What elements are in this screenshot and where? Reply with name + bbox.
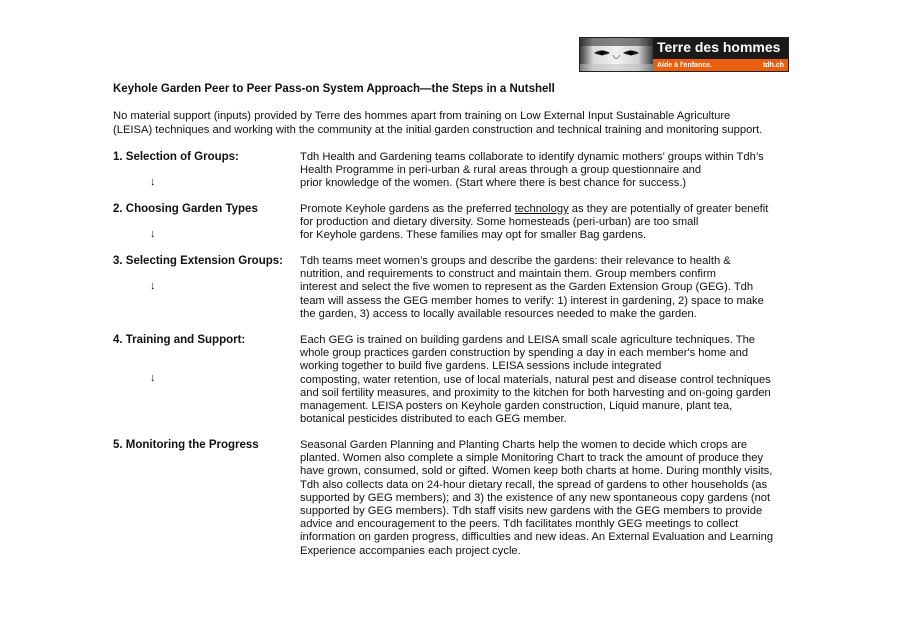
step-label: 3. Selecting Extension Groups: [113, 255, 283, 267]
step-label: 4. Training and Support: [113, 334, 246, 346]
step-line: Each GEG is trained on building gardens and LEISA small scale agriculture techniques. The [300, 334, 756, 346]
intro-paragraph [113, 110, 793, 137]
step-line: working together to build five gardens. LEISA sessions include integrated [300, 360, 662, 373]
child-eyes-photo [580, 38, 653, 71]
step-label: 1. Selection of Groups: [113, 151, 239, 163]
text-segment: Promote Keyhole gardens as the preferred [300, 203, 515, 215]
step-line: whole group practices garden construction by spending a day in each member's home and [300, 347, 749, 360]
logo-tagline: Aide à l'enfance. [657, 61, 712, 69]
logo-name: Terre des hommes [653, 38, 788, 59]
document-title: Keyhole Garden Peer to Peer Pass-on System Approach—the Steps in a Nutshell [113, 83, 555, 95]
step-body [300, 334, 800, 426]
intro-line: No material support (inputs) provided by Terre des hommes apart from training on Low External Input Sustainable Agriculture [113, 110, 731, 122]
step-line: planted. Women also complete a simple Monitoring Chart to track the amount of produce they [300, 452, 764, 465]
step-line: Health Programme in peri-urban & rural areas through a group questionnaire and [300, 164, 702, 177]
step-body [300, 151, 800, 191]
step-line: advice and encouragement to the peers. Tdh facilitates monthly GEG meetings to collect [300, 518, 739, 531]
step-line: nutrition, and requirements to construct and maintain them. Group members confirm [300, 268, 716, 281]
down-arrow-icon: ↓ [150, 228, 156, 240]
intro-line: (LEISA) techniques and working with the community at the initial garden construction and technical training and monitoring support. [113, 123, 763, 136]
step-line: Tdh teams meet women’s groups and describe the gardens: their relevance to health & [300, 255, 731, 267]
logo-bar [653, 59, 788, 71]
step-body [300, 439, 800, 558]
step-line: and soil fertility measures, and proximity to the kitchen for both harvesting and on-going garden [300, 386, 771, 399]
step-line: supported by GEG members). Tdh staff visits new gardens with the GEG members to provide [300, 505, 763, 518]
step-line [300, 203, 800, 216]
tdh-logo [579, 37, 789, 72]
step-line: botanical pesticides distributed to each GEG member. [300, 413, 567, 426]
step-line: Experience accompanies each project cycle. [300, 544, 521, 557]
step-line: management. LEISA posters on Keyhole garden construction, Liquid manure, plant tea, [300, 400, 733, 413]
step-line: supported by GEG members); and 3) the existence of any new spontaneous copy gardens (not [300, 491, 771, 504]
step-line: Seasonal Garden Planning and Planting Charts help the women to decide which crops are [300, 439, 748, 451]
technology-link-text: technology [514, 203, 569, 215]
text-segment: as they are potentially of greater benefit [568, 203, 769, 215]
step-line: Tdh Health and Gardening teams collaborate to identify dynamic mothers’ groups within Tdh’s [300, 151, 764, 163]
step-body [300, 255, 800, 321]
step-line: interest and select the five women to represent as the Garden Extension Group (GEG). Tdh [300, 281, 754, 294]
step-line: team will assess the GEG member homes to verify: 1) interest in gardening, 2) space to make [300, 294, 764, 307]
down-arrow-icon: ↓ [150, 280, 156, 292]
step-label: 2. Choosing Garden Types [113, 203, 258, 215]
step-label: 5. Monitoring the Progress [113, 439, 259, 451]
eyes-graphic [580, 38, 653, 71]
step-line: have grown, consumed, sold or gifted. Women keep both charts at home. During monthly visits, [300, 465, 773, 478]
step-line: for Keyhole gardens. These families may opt for smaller Bag gardens. [300, 229, 647, 242]
down-arrow-icon: ↓ [150, 176, 156, 188]
step-line: for production and dietary diversity. Some homesteads (peri-urban) are too small [300, 216, 699, 229]
down-arrow-icon: ↓ [150, 372, 156, 384]
step-line: prior knowledge of the women. (Start where there is best chance for success.) [300, 177, 687, 190]
step-line: information on garden progress, difficulties and new ideas. An External Evaluation and Learning [300, 531, 774, 544]
step-line: the garden, 3) access to locally available resources needed to make the garden. [300, 307, 697, 320]
step-line: Tdh also collects data on 24-hour dietary recall, the spread of gardens to other households (as [300, 478, 768, 491]
step-line: composting, water retention, use of local materials, natural pest and disease control techniques [300, 373, 771, 386]
logo-website: tdh.ch [763, 61, 784, 69]
step-body [300, 203, 800, 243]
